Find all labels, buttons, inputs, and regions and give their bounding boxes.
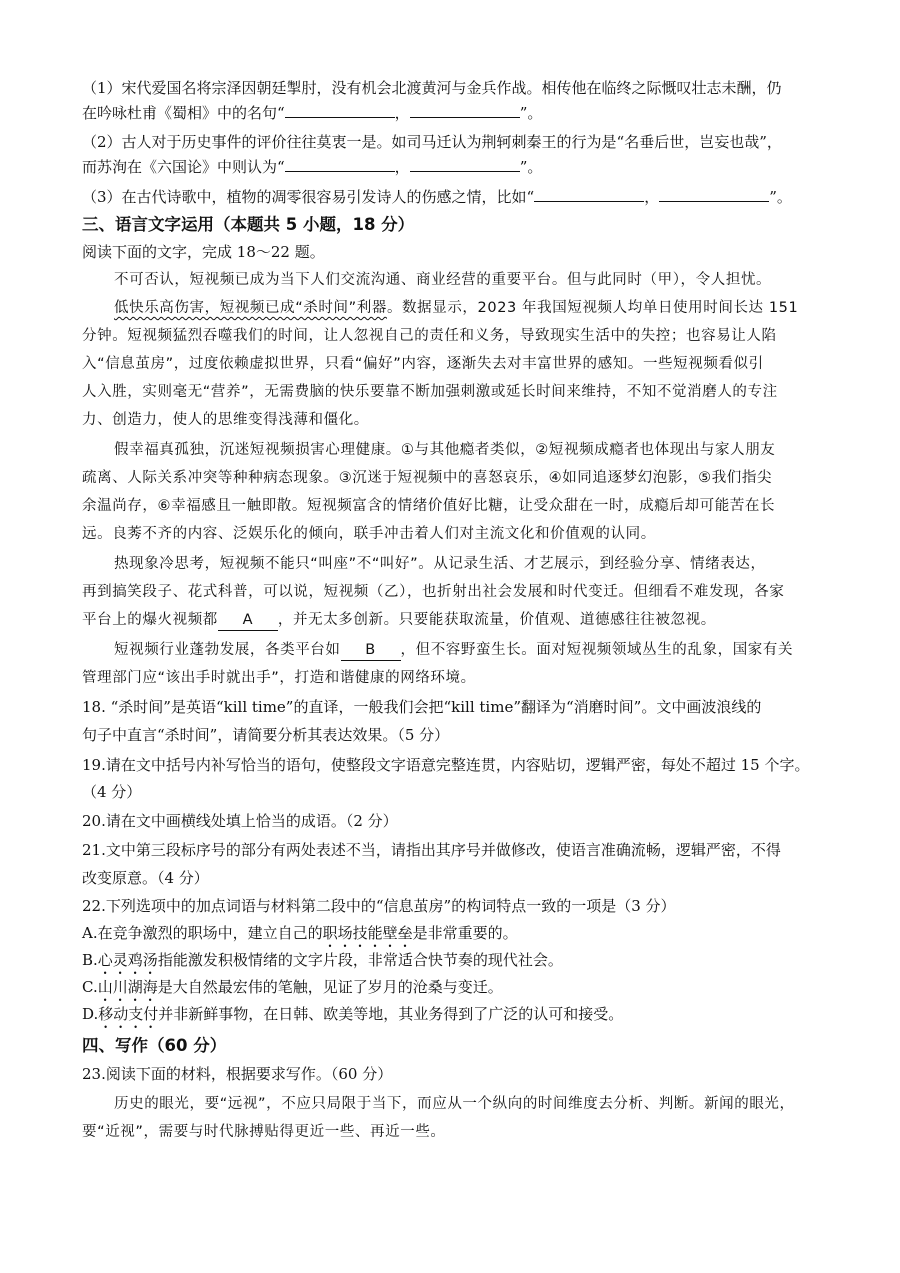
passage-paragraph-5-line-2: 管理部门应“该出手时就出手”，打造和谐健康的网络环境。 — [82, 670, 476, 686]
section-4-heading: 四、写作（60 分） — [82, 1036, 227, 1055]
passage-paragraph-5-line-1 — [114, 640, 793, 661]
recite-item-2 — [82, 132, 782, 152]
blank-separator: ， — [644, 188, 660, 206]
recite-item-1 — [82, 78, 782, 98]
question-22: 22.下列选项中的加点词语与材料第二段中的“信息茧房”的构词特点一致的一项是（3 分） — [82, 897, 676, 915]
recite-item-2-lead: 而苏洵在《六国论》中则认为“ — [82, 158, 285, 176]
section-3-intro: 阅读下面的文字，完成 18～22 题。 — [82, 243, 325, 261]
option-text: 指能激发积极情绪的文字片段，非常适合快节奏的现代社会。 — [157, 951, 563, 969]
blank-separator: ， — [394, 158, 410, 176]
wavy-underlined-sentence: 低快乐高伤害，短视频已成“杀时间”利器 — [114, 300, 387, 316]
writing-material-line-2: 要“近视”，需要与时代脉搏贴得更近一些、再近一些。 — [82, 1124, 446, 1140]
recite-item-3-lead: （3）在古代诗歌中，植物的凋零很容易引发诗人的伤感之情，比如“ — [82, 188, 535, 206]
passage-paragraph-2-line-1 — [114, 298, 798, 318]
passage-text: ，并无太多创新。只要能获取流量，价值观、道德感往往被忽视。 — [277, 612, 716, 628]
question-21-line-2: 改变原意。（4 分） — [82, 869, 209, 887]
option-text: A.在竞争激烈的职场中，建立自己的 — [82, 924, 323, 942]
question-19-line-2: （4 分） — [82, 783, 142, 801]
answer-blank[interactable] — [534, 187, 644, 202]
recite-item-1-cont — [82, 103, 542, 123]
passage-paragraph-2-line-5: 力、创造力，使人的思维变得浅薄和僵化。 — [82, 412, 369, 428]
dotted-term: 职场技能壁垒 — [322, 924, 413, 942]
passage-paragraph-3-line-3: 余温尚存，⑥幸福感且一触即散。短视频富含的情绪价值好比糖，让受众甜在一时，成瘾后却可能苦在长 — [82, 498, 776, 514]
recite-item-1-lead: 在吟咏杜甫《蜀相》中的名句“ — [82, 104, 285, 122]
dotted-term: 山川湖海 — [97, 978, 158, 996]
recite-item-1-text: （1）宋代爱国名将宗泽因朝廷掣肘，没有机会北渡黄河与金兵作战。相传他在临终之际慨叹壮志未酬，仍 — [82, 79, 782, 97]
passage-paragraph-3-line-4: 远。良莠不齐的内容、泛娱乐化的倾向，联手冲击着人们对主流文化和价值观的认同。 — [82, 526, 656, 542]
passage-paragraph-4-line-1: 热现象冷思考，短视频不能只“叫座”不“叫好”。从记录生活、才艺展示，到经验分享、情绪表达， — [114, 556, 766, 572]
option-c[interactable] — [82, 977, 503, 1005]
dotted-term: 移动支付 — [98, 1005, 159, 1023]
writing-material-line-1: 历史的眼光，要“远视”，不应只局限于当下，而应从一个纵向的时间维度去分析、判断。新闻的眼光， — [114, 1096, 795, 1112]
passage-paragraph-2-line-3: 入“信息茧房”，过度依赖虚拟世界，只看“偏好”内容，逐渐失去对丰富世界的感知。一些短视频看似引 — [82, 356, 764, 372]
question-18-line-2: 句子中直言“杀时间”，请简要分析其表达效果。（5 分） — [82, 726, 450, 744]
option-text: C. — [82, 978, 98, 996]
passage-paragraph-2-line-4: 人入胜，实则毫无“营养”，无需费脑的快乐要靠不断加强刺激或延长时间来维持，不知不觉消磨人的专注 — [82, 384, 778, 400]
answer-blank[interactable] — [410, 103, 520, 118]
passage-paragraph-4-line-3 — [82, 610, 716, 631]
question-21-line-1: 21.文中第三段标序号的部分有两处表述不当，请指出其序号并做修改，使语言准确流畅，逻辑严密，不得 — [82, 841, 781, 859]
recite-item-2-text: （2）古人对于历史事件的评价往往莫衷一是。如司马迁认为荆轲刺秦王的行为是“名垂后世，岂妄也哉”， — [82, 133, 782, 151]
passage-paragraph-1: 不可否认，短视频已成为当下人们交流沟通、商业经营的重要平台。但与此同时（甲），令人担忧。 — [114, 272, 772, 288]
option-text: D. — [82, 1005, 99, 1023]
dotted-term: 心灵鸡汤 — [97, 951, 158, 969]
recite-item-3 — [82, 187, 792, 207]
option-text: 是大自然最宏伟的笔触，见证了岁月的沧桑与变迁。 — [157, 978, 503, 996]
answer-blank[interactable] — [410, 157, 520, 172]
passage-text: 平台上的爆火视频都 — [82, 612, 218, 628]
recite-item-1-end: ”。 — [519, 104, 543, 122]
passage-paragraph-2-line-2: 分钟。短视频猛烈吞噬我们的时间，让人忽视自己的责任和义务，导致现实生活中的失控；也容易让人陷 — [82, 328, 777, 344]
recite-item-3-end: ”。 — [769, 188, 792, 206]
question-23: 23.阅读下面的材料，根据要求写作。（60 分） — [82, 1065, 393, 1083]
answer-blank[interactable] — [285, 157, 395, 172]
question-20: 20.请在文中画横线处填上恰当的成语。（2 分） — [82, 812, 398, 830]
option-text: 并非新鲜事物，在日韩、欧美等地，其业务得到了广泛的认可和接受。 — [158, 1005, 624, 1023]
option-d[interactable] — [82, 1004, 623, 1032]
recite-item-2-cont — [82, 157, 542, 177]
recite-item-2-end: ”。 — [519, 158, 543, 176]
passage-paragraph-4-line-2: 再到搞笑段子、花式科普，可以说，短视频（乙），也折射出社会发展和时代变迁。但细看不难发现，各家 — [82, 584, 785, 600]
option-b[interactable] — [82, 950, 563, 978]
passage-paragraph-3-line-2: 疏离、人际关系冲突等种种病态现象。③沉迷于短视频中的喜怒哀乐，④如同追逐梦幻泡影，⑤我们指尖 — [82, 470, 773, 486]
option-a[interactable] — [82, 923, 518, 951]
option-text: 是非常重要的。 — [412, 924, 518, 942]
question-18-line-1: 18. “杀时间”是英语“kill time”的直译，一般我们会把“kill time”翻译为“消磨时间”。文中画波浪线的 — [82, 698, 762, 716]
question-19-line-1: 19.请在文中括号内补写恰当的语句，使整段文字语意完整连贯，内容贴切，逻辑严密，每处不超过 15 个字。 — [82, 756, 810, 774]
section-3-heading: 三、语言文字运用（本题共 5 小题，18 分） — [82, 215, 415, 234]
passage-text: 短视频行业蓬勃发展，各类平台如 — [114, 642, 341, 658]
passage-text: 。数据显示，2023 年我国短视频人均单日使用时间长达 151 — [386, 300, 799, 316]
blank-b[interactable]: B — [341, 640, 401, 661]
blank-separator: ， — [394, 104, 410, 122]
answer-blank[interactable] — [659, 187, 769, 202]
answer-blank[interactable] — [285, 103, 395, 118]
passage-paragraph-3-line-1: 假幸福真孤独，沉迷短视频损害心理健康。①与其他瘾者类似，②短视频成瘾者也体现出与家人朋友 — [114, 442, 776, 458]
option-text: B. — [82, 951, 98, 969]
blank-a[interactable]: A — [218, 610, 278, 631]
passage-text: ，但不容野蛮生长。面对短视频领域丛生的乱象，国家有关 — [400, 642, 794, 658]
